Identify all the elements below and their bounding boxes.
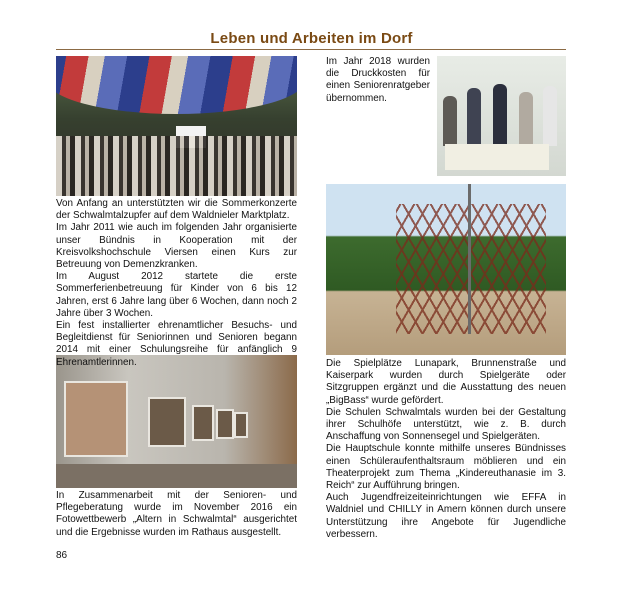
right-text-block-1 <box>326 56 430 105</box>
picture-frame-shape <box>216 409 234 439</box>
left-paragraph: Im August 2012 startete die erste Sommerferienbetreuung für Kinder von 6 bis 12 Jahren, erst 6 Jahre lang über 6 Wochen, dann noch 2 Jahre über 3 Wochen. <box>56 271 297 319</box>
floor-shape <box>56 464 297 488</box>
page-number: 86 <box>56 550 68 561</box>
concert-photo <box>56 56 297 196</box>
climbing-pole-shape <box>468 184 471 334</box>
title-divider <box>56 49 566 50</box>
person-shape <box>493 84 507 146</box>
left-paragraph: Von Anfang an unterstützten wir die Sommerkonzerte der Schwalmtalzupfer auf dem Waldnieler Marktplatz. <box>56 198 297 222</box>
musicians-crowd-shape <box>56 136 297 196</box>
person-shape <box>519 92 533 146</box>
picture-frame-shape <box>234 412 248 438</box>
right-paragraph: Auch Jugendfreizeiteinrichtungen wie EFFA in Waldniel und CHILLY in Amern können durch unsere Unterstützung ihre Angebote für Jugendliche verbessern. <box>326 492 566 540</box>
table-shape <box>445 144 549 170</box>
left-paragraph: Im Jahr 2011 wie auch im folgenden Jahr organisierte unser Bündnis in Kooperation mit der Kreisvolkshochschule Viersen einen Kurs zur Betreuung von Demenzkranken. <box>56 222 297 271</box>
picture-frame-shape <box>64 381 128 457</box>
person-shape <box>543 86 557 146</box>
picture-frame-shape <box>148 397 186 447</box>
right-paragraph: Die Schulen Schwalmtals wurden bei der Gestaltung ihrer Schulhöfe unterstützt, wie z. B. durch Anschaffung von Sonnensegel und Spielgeräten. <box>326 406 566 443</box>
right-text-block-2 <box>326 358 566 541</box>
left-text-block-2 <box>56 490 297 539</box>
parasol-shape <box>56 56 297 114</box>
climbing-net-shape <box>396 204 546 334</box>
right-paragraph: Die Spielplätze Lunapark, Brunnenstraße und Kaiserpark wurden durch Spielgeräte oder Sitzgruppen ergänzt und die Ausstattung des neuen „BigBass“ wurde gefördert. <box>326 358 566 406</box>
person-shape <box>443 96 457 146</box>
playground-photo <box>326 184 566 355</box>
page-title: Leben und Arbeiten im Dorf <box>210 30 413 47</box>
left-paragraph: In Zusammenarbeit mit der Senioren- und Pflegeberatung wurde im November 2016 ein Fotowettbewerb „Altern in Schwalmtal“ ausgerichtet und die Ergebnisse wurden im Rathaus ausgestellt. <box>56 490 297 538</box>
person-shape <box>467 88 481 146</box>
right-paragraph: Im Jahr 2018 wurden die Druckkosten für einen Seniorenratgeber übernommen. <box>326 56 430 104</box>
right-paragraph: Die Hauptschule konnte mithilfe unseres Bündnisses einen Schüleraufenthaltsraum möblieren und ein Theaterprojekt zum Thema „Kindereuthanasie im 3. Reich“ zur Aufführung bringen. <box>326 443 566 492</box>
exhibition-photo <box>56 355 297 488</box>
group-photo <box>437 56 566 176</box>
left-paragraph: Ein fest installierter ehrenamtlicher Besuchs- und Begleitdienst für Seniorinnen und Senioren begann 2014 mit einer Schulungsreihe für anfänglich 9 Ehrenamtlerinnen. <box>56 320 297 368</box>
left-text-block-1 <box>56 198 297 369</box>
picture-frame-shape <box>192 405 214 441</box>
